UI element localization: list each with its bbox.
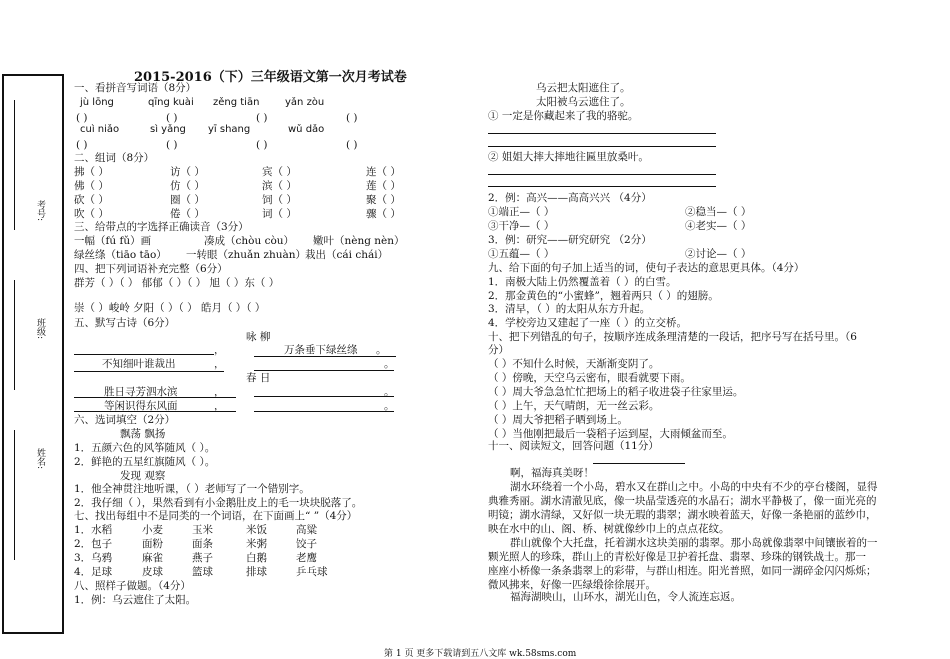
poem-comma: ，	[214, 386, 225, 398]
character: 词	[262, 208, 273, 220]
binding-line-2	[14, 280, 15, 390]
answer-paren-row: ( )	[346, 112, 358, 124]
section-10-heading: 十、把下列错乱的句子，按顺序连成条理清楚的一段话，把序号写在括号里。（6	[488, 331, 857, 343]
poem-blank-line	[254, 370, 394, 371]
classify-word: 4．足球	[74, 566, 113, 578]
section-10-heading-cont: 分）	[488, 344, 509, 356]
example-rewrite-1: 乌云把太阳遮住了。	[536, 82, 631, 94]
answer-line	[488, 174, 716, 175]
passage-line: 映在水中的山、阁、桥、树就像纱巾上的点点花纹。	[488, 523, 730, 535]
word-choice-2: 发现 观察	[120, 470, 166, 482]
group-word-item: 聚（ ）	[366, 194, 401, 206]
classify-word: 高粱	[296, 524, 317, 536]
reduplication-item: ①端正—（ ）	[488, 206, 555, 218]
poem-period: 。	[384, 386, 395, 398]
pronunciation-item: 栽出（cái chái）	[305, 249, 389, 261]
classify-word: 1．水稻	[74, 524, 113, 536]
section-2-heading: 二、组词（8分）	[74, 152, 155, 164]
character: 吹	[74, 208, 85, 220]
group-word-item: 词（ ）	[262, 208, 297, 220]
passage-line: 群山就像个大托盘，托着湖水这块美丽的翡翠。那小岛就像翡翠中间镶嵌着的一	[510, 537, 878, 549]
word-choice-1: 飘荡 飘扬	[120, 428, 166, 440]
classify-word: 饺子	[296, 538, 317, 550]
classify-word: 小麦	[142, 524, 163, 536]
order-sentence: （ ）上午，天气晴朗，无一丝云彩。	[488, 400, 660, 412]
classify-word: 米粥	[246, 538, 267, 550]
pronunciation-item: 凑成（chòu còu）	[204, 235, 295, 247]
poem-title-2: 春 日	[246, 372, 271, 384]
poem-line-1: 万条垂下绿丝绦	[284, 344, 358, 356]
example-1: 1．例：乌云遮住了太阳。	[74, 594, 197, 606]
passage-title-blank	[593, 463, 685, 464]
character: 仿	[170, 180, 181, 192]
section-5-heading: 五、默写古诗（6分）	[74, 317, 176, 329]
poem-blank-line	[254, 411, 394, 412]
fill-sentence: 2．我仔细（ ），果然看到有小金鹅肚皮上的毛一块块脱落了。	[74, 497, 363, 509]
character: 宾	[262, 166, 273, 178]
expand-sentence: 2．那金黄色的“小蜜蜂”，翘着两只（ ）的翅膀。	[488, 290, 719, 302]
answer-paren-row: ( )	[256, 139, 268, 151]
classify-word: 老鹰	[296, 552, 317, 564]
section-8-heading: 八、照样子做题。（4分）	[74, 580, 191, 592]
character: 拂	[74, 166, 85, 178]
pinyin-6: sì yǎng	[150, 124, 186, 135]
example-2: 2．例：高兴——高高兴兴 （4分）	[488, 192, 652, 204]
fill-sentence: 2．鲜艳的五星红旗随风（ ）。	[74, 456, 216, 468]
page-footer: 第 1 页 更多下载请到五八文库 wk.58sms.com	[384, 649, 577, 659]
pinyin-7: yī shang	[208, 124, 251, 135]
group-word-item: 莲（ ）	[366, 180, 401, 192]
classify-word: 排球	[246, 566, 267, 578]
passage-opening: 啊，福海真美呀！	[510, 467, 594, 479]
poem-blank-line	[74, 354, 214, 355]
pinyin-3: zěng tiān	[213, 97, 260, 108]
page-title: 2015-2016（下）三年级语文第一次月考试卷	[134, 70, 407, 85]
pinyin-2: qīng kuài	[148, 97, 194, 108]
classify-word: 玉米	[192, 524, 213, 536]
pronunciation-item: 一幅（fú fǔ）画	[74, 235, 152, 247]
answer-line	[488, 146, 716, 147]
answer-line	[488, 133, 716, 134]
group-word-item: 倦（ ）	[170, 208, 205, 220]
character: 圈	[170, 194, 181, 206]
order-sentence: （ ）周大爷把稻子晒到场上。	[488, 414, 628, 426]
poem-answer-line	[254, 356, 396, 357]
binding-line-1	[14, 100, 15, 230]
poem-answer-line	[74, 411, 236, 412]
expand-sentence: 3．清早，（ ）的太阳从东方升起。	[488, 303, 651, 315]
group-word-item: 滨（ ）	[262, 180, 297, 192]
poem-answer-line	[74, 371, 224, 372]
poem-line-3: 胜日寻芳泗水滨	[104, 386, 178, 398]
pronunciation-item: 嫩叶（nèng nèn）	[313, 235, 405, 247]
poem-period: 。	[384, 400, 395, 412]
idiom-line-2: 崇（ ）峻岭 夕阳（ ）（ ） 皓月（ ）（ ）	[74, 302, 266, 314]
reduplication-item: ③干净—（ ）	[488, 220, 555, 232]
answer-paren-row: ( )	[76, 139, 88, 151]
classify-word: 面粉	[142, 538, 163, 550]
pinyin-1: jù lōng	[80, 97, 114, 108]
example-3: 3．例：研究——研究研究 （2分）	[488, 234, 652, 246]
character: 聚	[366, 194, 377, 206]
poem-line-2: 不知细叶谁裁出	[102, 358, 176, 370]
poem-answer-line	[74, 397, 236, 398]
group-word-item: 圈（ ）	[170, 194, 205, 206]
character: 莲	[366, 180, 377, 192]
section-6-heading: 六、选词填空（2分）	[74, 414, 176, 426]
group-word-item: 吹（ ）	[74, 208, 109, 220]
pinyin-5: cuì niǎo	[80, 124, 120, 135]
section-9-heading: 九、给下面的句子加上适当的词，使句子表达的意思更具体。（4分）	[488, 262, 805, 274]
group-word-item: 骤（ ）	[366, 208, 401, 220]
exam-number-label: 考号:	[35, 200, 45, 222]
character: 佛	[74, 180, 85, 192]
character: 访	[170, 166, 181, 178]
reduplication-item: ②讨论—（ ）	[685, 248, 752, 260]
classify-word: 米饭	[246, 524, 267, 536]
poem-comma: ，	[214, 344, 225, 356]
pronunciation-item: 一转眼（zhuǎn zhuàn）	[186, 249, 306, 261]
section-3-heading: 三、给带点的字选择正确读音（3分）	[74, 221, 249, 233]
group-word-item: 访（ ）	[170, 166, 205, 178]
idiom-line-1: 群芳（ ）（ ） 郁郁（ ）（ ） 旭（ ）东（ ）	[74, 277, 280, 289]
poem-comma: ，	[214, 358, 225, 370]
classify-word: 面条	[192, 538, 213, 550]
passage-line: 微风拂来，好像一匹绿缎徐徐展开。	[488, 579, 656, 591]
binding-line-3	[14, 430, 15, 560]
answer-paren-row: ( )	[346, 139, 358, 151]
classify-word: 白鹅	[246, 552, 267, 564]
answer-line	[488, 186, 716, 187]
reduplication-item: ④老实—（ ）	[685, 220, 752, 232]
fill-sentence: 1．他全神贯注地听课，（ ）老师写了一个错别字。	[74, 483, 310, 495]
poem-line-4: 等闲识得东风面	[104, 400, 178, 412]
character: 倦	[170, 208, 181, 220]
character: 饲	[262, 194, 273, 206]
poem-comma: ，	[214, 400, 225, 412]
classify-word: 篮球	[192, 566, 213, 578]
order-sentence: （ ）傍晚，天空乌云密布，眼看就要下雨。	[488, 372, 691, 384]
classify-word: 乒乓球	[296, 566, 328, 578]
classify-word: 燕子	[192, 552, 213, 564]
poem-period: 。	[376, 344, 387, 356]
fill-sentence: 1．五颜六色的风筝随风（ ）。	[74, 442, 216, 454]
expand-sentence: 4．学校旁边又建起了一座（ ）的立交桥。	[488, 317, 688, 329]
reduplication-item: ②稳当—（ ）	[685, 206, 752, 218]
section-7-heading: 七、找出每组中不是同类的一个词语，在下面画上“ ”（4分）	[74, 510, 358, 522]
answer-paren-row: ( )	[256, 112, 268, 124]
example-rewrite-2: 太阳被乌云遮住了。	[536, 96, 631, 108]
character: 连	[366, 166, 377, 178]
group-word-item: 拂（ ）	[74, 166, 109, 178]
pinyin-8: wǔ dǎo	[288, 124, 325, 135]
pronunciation-item: 绿丝绦（tiāo tāo）	[74, 249, 167, 261]
poem-blank-line	[254, 396, 394, 397]
passage-line: 颗光照人的珍珠，群山上的青松好像是卫护着托盘、翡翠、珍珠的钢铁战士。那一	[488, 551, 866, 563]
poem-title-1: 咏 柳	[246, 331, 271, 343]
passage-line: 明镜；湖水清绿，又好似一块无瑕的翡翠；湖水映着蓝天，好像一条艳丽的蓝纱巾，	[488, 509, 877, 521]
group-word-item: 砍（ ）	[74, 194, 109, 206]
classify-word: 2．包子	[74, 538, 113, 550]
reduplication-item: ①五蕴—（ ）	[488, 248, 555, 260]
order-sentence: （ ）周大爷急急忙忙把场上的稻子收进袋子往家里运。	[488, 386, 744, 398]
group-word-item: 饲（ ）	[262, 194, 297, 206]
answer-paren-row: ( )	[76, 112, 88, 124]
passage-line: 典雅秀丽。湖水清澈见底，像一块晶莹透亮的水晶石；湖水平静极了，像一面光亮的	[488, 495, 877, 507]
classify-word: 3．乌鸦	[74, 552, 113, 564]
expand-sentence: 1．南极大陆上仍然覆盖着（ ）的白雪。	[488, 276, 677, 288]
classify-word: 皮球	[142, 566, 163, 578]
group-word-item: 佛（ ）	[74, 180, 109, 192]
passage-line: 座座小桥像一条条翡翠上的彩带，与群山相连。阳光普照，如同一湖碎金闪闪烁烁；	[488, 565, 877, 577]
passage-line: 湖水环绕着一个小岛，碧水又在群山之中。小岛的中央有不少的亭台楼阁，显得	[510, 481, 878, 493]
section-4-heading: 四、把下列词语补充完整（6分）	[74, 263, 228, 275]
pinyin-4: yǎn zòu	[285, 97, 325, 108]
character: 滨	[262, 180, 273, 192]
poem-period: 。	[384, 358, 395, 370]
rewrite-question-1: ① 一定是你藏起来了我的骆驼。	[488, 110, 639, 122]
group-word-item: 宾（ ）	[262, 166, 297, 178]
rewrite-question-2: ② 姐姐大摔大摔地往匾里放桑叶。	[488, 151, 649, 163]
section-11-heading: 十一、阅读短文，回答问题（11分）	[488, 440, 659, 452]
answer-paren-row: ( )	[166, 112, 178, 124]
order-sentence: （ ）不知什么时候，天渐渐变阴了。	[488, 358, 660, 370]
binding-strip	[2, 74, 64, 634]
class-label: 班级:	[35, 318, 45, 340]
classify-word: 麻雀	[142, 552, 163, 564]
passage-closing: 福海湖映山，山环水，湖光山色，令人流连忘返。	[510, 591, 741, 603]
section-1-heading: 一、看拼音写词语（8分）	[74, 82, 197, 94]
group-word-item: 仿（ ）	[170, 180, 205, 192]
character: 骤	[366, 208, 377, 220]
order-sentence: （ ）当他刚把最后一袋稻子运到屋，大雨倾盆而至。	[488, 428, 733, 440]
student-name-label: 姓名:	[35, 448, 45, 470]
character: 砍	[74, 194, 85, 206]
answer-paren-row: ( )	[166, 139, 178, 151]
group-word-item: 连（ ）	[366, 166, 401, 178]
